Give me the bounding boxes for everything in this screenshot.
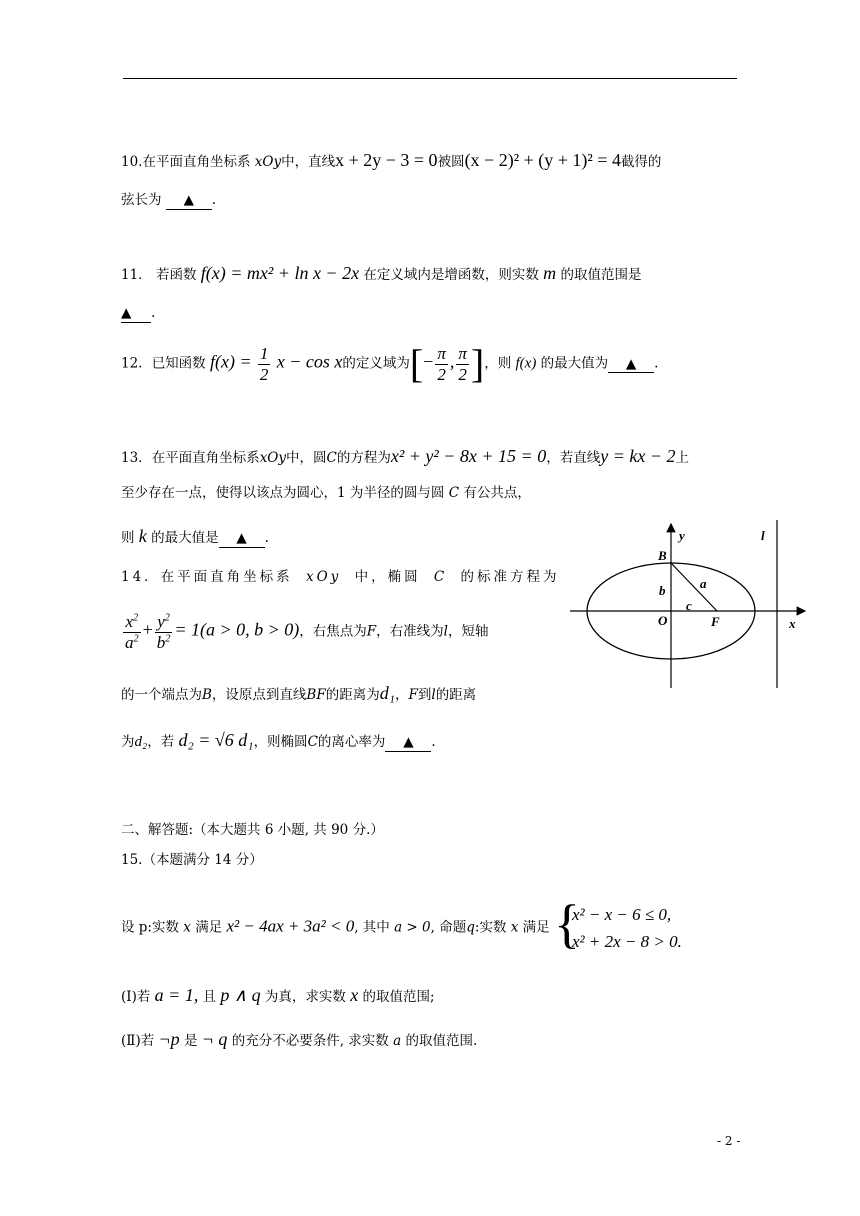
segment-BF [671, 563, 717, 611]
frac-num: π [458, 344, 467, 363]
ellipse-C: C [307, 734, 318, 750]
q12-text: 已知函数 [151, 355, 206, 372]
q12-text2: 的定义域为 [342, 355, 410, 372]
left-bracket: [ [409, 341, 424, 387]
answer-marker: ▲ [625, 355, 637, 372]
label-c: c [686, 598, 692, 613]
q13-text: 在平面直角坐标系 [151, 450, 260, 466]
frac-num: $x^2$ [123, 612, 141, 633]
fraction-one-half [258, 344, 271, 384]
q10-end: . [211, 192, 217, 208]
q13-text9: 的最大值是 [151, 530, 219, 546]
fraction-x2-a2 [123, 612, 141, 652]
comma: , [449, 351, 455, 372]
inequality-p: x² − 4ax + 3a² < 0 [226, 916, 355, 936]
q10-text: 在平面直角坐标系 [142, 154, 251, 170]
q11-text2: 在定义域内是增函数，则实数 [363, 267, 539, 283]
system-q [553, 894, 682, 955]
q13-text5: 上 [675, 450, 689, 466]
fraction-right [456, 344, 469, 384]
part1-label: (Ⅰ)若 [121, 989, 151, 1005]
answer-marker: ▲ [183, 192, 194, 208]
q10-text4: 截得的 [620, 154, 662, 170]
q14-text8: ，设原点到直线 [211, 687, 307, 703]
proposition-q: q [466, 919, 475, 936]
label-x: x [789, 616, 796, 631]
focus-F: F [408, 687, 418, 703]
q12-text4: 的最大值为 [540, 355, 609, 372]
q13-text2: 中，圆 [286, 450, 327, 466]
q13-line2 [121, 485, 531, 501]
q14-text7: 的一个端点为 [121, 687, 202, 703]
part1-text3: 的取值范围; [362, 989, 435, 1005]
q15-part1 [121, 985, 435, 1007]
answer-marker: ▲ [236, 530, 247, 546]
q11-end: . [151, 305, 156, 321]
part2-label: (Ⅱ)若 [121, 1033, 155, 1049]
frac-num: $y^2$ [155, 612, 173, 633]
q12-end: . [654, 355, 659, 372]
q14-text10: ， [394, 687, 409, 703]
function-expression: f(x) = mx² + ln x − 2x [200, 263, 360, 283]
q13-line3 [121, 526, 269, 548]
f-lhs: f(x) = [209, 351, 252, 372]
label-a: a [700, 576, 707, 591]
q14-text9: 的距离为 [325, 687, 380, 703]
answer-marker: ▲ [121, 305, 132, 321]
q10-number: 10. [121, 154, 143, 170]
q11-number: 11． [121, 267, 152, 283]
q10-text5: 弦长为 [121, 192, 162, 208]
system-row1: x² − x − 6 ≤ 0, [571, 905, 672, 924]
frac-den: 2 [437, 364, 446, 384]
part2-text2: 的充分不必要条件, 求实数 [231, 1033, 389, 1049]
part2-text: 是 [183, 1033, 198, 1049]
q10-text2: 中，直线 [281, 154, 336, 170]
system-row2: x² + 2x − 8 > 0. [571, 932, 682, 952]
q14-line3 [121, 683, 476, 705]
q11-line1 [121, 263, 641, 285]
q11-text: 若函数 [155, 267, 197, 283]
q14-text16: 的离心率为 [317, 734, 386, 750]
q14-answer-blank [385, 736, 431, 752]
q15-heading: 15.（本题满分 14 分） [121, 852, 263, 868]
q13-text8: 则 [121, 530, 135, 546]
variable-a: a [393, 1033, 402, 1049]
q14-number: 14． [121, 569, 161, 585]
d2: d₂ [134, 734, 148, 750]
q14-line4 [121, 730, 436, 752]
d1: d₁ [379, 683, 395, 703]
q13-number: 13． [121, 450, 152, 466]
q11-line2 [121, 305, 155, 323]
q14-text14: ，若 [147, 734, 175, 750]
frac-den: $b^2$ [156, 632, 171, 652]
frac-den: $a^2$ [125, 632, 139, 652]
q13-text4: ，若直线 [546, 450, 601, 466]
right-bracket: ] [470, 341, 485, 387]
not-q: ¬ q [201, 1029, 228, 1049]
label-O: O [658, 613, 668, 628]
q15-line1 [121, 894, 682, 955]
q12-number: 12． [121, 355, 152, 372]
variable-x: x [183, 919, 191, 936]
frac-den: 2 [458, 364, 467, 384]
directrix-l: l [431, 687, 436, 703]
q12-text3: ，则 [484, 355, 512, 372]
circle-C: C [326, 450, 337, 466]
q12-line [121, 341, 659, 387]
variable-x: x [510, 919, 519, 936]
q14-end: . [431, 734, 436, 750]
q14-text6: ，短轴 [447, 623, 489, 640]
line-equation: x + 2y − 3 = 0 [335, 150, 438, 170]
q10-answer-blank [166, 194, 212, 210]
label-b: b [659, 583, 666, 598]
ellipse-C: C [433, 569, 448, 585]
frac-num: 1 [259, 344, 269, 363]
q14-text3: 的标准方程为 [460, 569, 560, 585]
a-condition: a > 0 [394, 919, 431, 936]
q14-line1 [121, 569, 560, 585]
label-B: B [658, 548, 667, 563]
q13-line1 [121, 446, 689, 468]
ellipse-condition: = 1(a > 0, b > 0) [174, 619, 300, 640]
q15-text6: 满足 [522, 919, 550, 936]
point-B: B [202, 687, 212, 703]
f-of-x: f(x) [515, 355, 537, 372]
q15-text: 设 p:实数 [121, 919, 179, 936]
label-y: y [679, 528, 685, 543]
q10-line2 [121, 192, 216, 210]
directrix-l: l [443, 623, 448, 640]
not-p: ¬p [158, 1029, 180, 1049]
q14-text4: ，右焦点为 [299, 623, 367, 640]
label-F: F [711, 614, 720, 629]
ellipse-figure [565, 518, 815, 690]
q15-text2: 满足 [195, 919, 223, 936]
q14-text12: 的距离 [435, 687, 477, 703]
q10-text3: 被圆 [437, 154, 465, 170]
q11-text3: 的取值范围是 [560, 267, 642, 283]
q14-text13: 为 [121, 734, 135, 750]
q14-text15: ，则椭圆 [253, 734, 308, 750]
part2-text3: 的取值范围. [405, 1033, 478, 1049]
q15-text4: , 命题 [430, 919, 467, 936]
header-rule [123, 78, 737, 79]
a-equals-1: a = 1, [154, 985, 199, 1005]
q15-text5: :实数 [474, 919, 507, 936]
q12-answer-blank [608, 355, 654, 374]
plus-sign: + [142, 619, 153, 640]
part1-text: 且 [202, 989, 217, 1005]
fraction-y2-b2 [155, 612, 173, 652]
frac-den: 2 [259, 364, 269, 384]
q13-end: . [264, 530, 269, 546]
fraction-left [435, 344, 448, 384]
answer-marker: ▲ [403, 734, 414, 750]
q13-text3: 的方程为 [336, 450, 391, 466]
q14-text2: 中，椭圆 [354, 569, 421, 585]
coord-system: xOy [259, 450, 286, 466]
q14-text: 在平面直角坐标系 [160, 569, 293, 585]
coord-system: xOy [305, 569, 342, 585]
minus-sign: − [423, 351, 434, 372]
q15-part2 [121, 1029, 477, 1051]
q14-text11: 到 [417, 687, 432, 703]
part1-text2: 为真，求实数 [264, 989, 346, 1005]
q11-answer-blank [121, 307, 151, 323]
section2-title: 二、解答题:（本大题共 6 小题, 共 90 分.） [121, 822, 384, 838]
line-BF: BF [306, 687, 326, 703]
left-brace: { [553, 894, 580, 954]
distance-equation: d₂ = √6 d₁ [178, 730, 254, 750]
q13-text7: 有公共点， [463, 485, 531, 501]
variable-x: x [350, 985, 359, 1005]
focus-F: F [366, 623, 377, 640]
page-number: - 2 - [717, 1134, 741, 1148]
circle-equation: x² + y² − 8x + 15 = 0 [390, 446, 547, 466]
circle-C: C [448, 485, 460, 501]
q14-text5: ，右准线为 [376, 623, 444, 640]
coord-system: xOy [254, 154, 282, 170]
q14-line2 [121, 612, 488, 652]
frac-num: π [437, 344, 446, 363]
p-and-q: p ∧ q [220, 985, 261, 1005]
q10-line1 [121, 150, 661, 172]
f-rhs: x − cos x [276, 351, 343, 372]
variable-k: k [138, 526, 147, 546]
variable-m: m [543, 263, 557, 283]
q13-text6: 至少存在一点，使得以该点为圆心，1 为半径的圆与圆 [121, 485, 445, 501]
circle-equation: (x − 2)² + (y + 1)² = 4 [464, 150, 621, 170]
label-l: l [761, 528, 765, 543]
q13-answer-blank [219, 532, 265, 548]
line-equation: y = kx − 2 [600, 446, 676, 466]
q15-text3: , 其中 [354, 919, 390, 936]
